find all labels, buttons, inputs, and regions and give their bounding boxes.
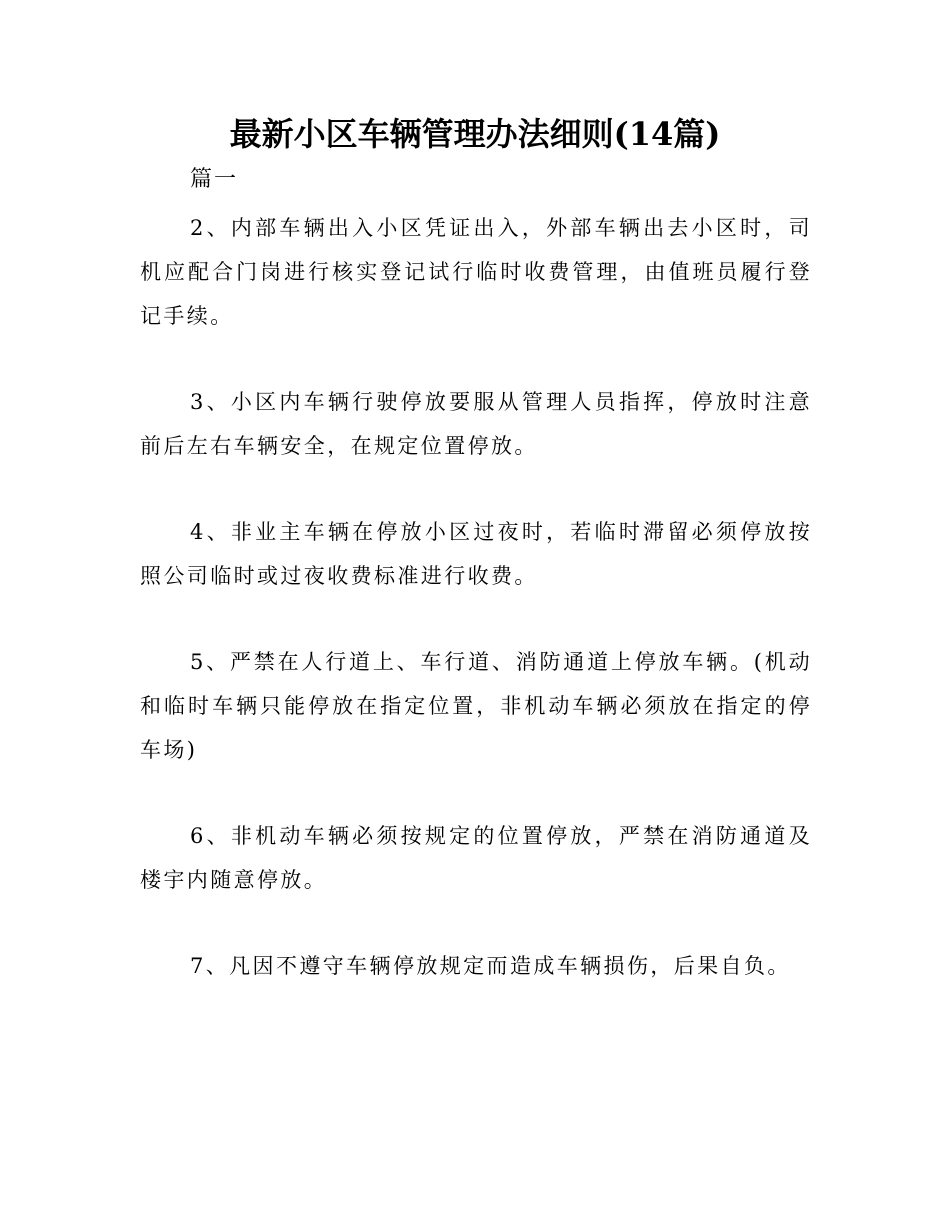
paragraph-rule-6: 6、非机动车辆必须按规定的位置停放，严禁在消防通道及楼宇内随意停放。 [140, 824, 812, 892]
document-title: 最新小区车辆管理办法细则(14篇) [229, 115, 721, 153]
paragraph-rule-3: 3、小区内车辆行驶停放要服从管理人员指挥，停放时注意前后左右车辆安全，在规定位置停放。 [140, 390, 812, 458]
paragraph-rule-2: 2、内部车辆出入小区凭证出入，外部车辆出去小区时，司机应配合门岗进行核实登记试行临时收费管理，由值班员履行登记手续。 [140, 216, 812, 328]
paragraph-rule-4: 4、非业主车辆在停放小区过夜时，若临时滞留必须停放按照公司临时或过夜收费标准进行收费。 [140, 520, 812, 588]
paragraph-rule-7: 7、凡因不遵守车辆停放规定而造成车辆损伤，后果自负。 [190, 954, 791, 978]
paragraph-rule-5: 5、严禁在人行道上、车行道、消防通道上停放车辆。(机动和临时车辆只能停放在指定位置，非机动车辆必须放在指定的停车场) [140, 650, 812, 762]
document-body [140, 206, 812, 1030]
section-label: 篇一 [190, 167, 239, 192]
